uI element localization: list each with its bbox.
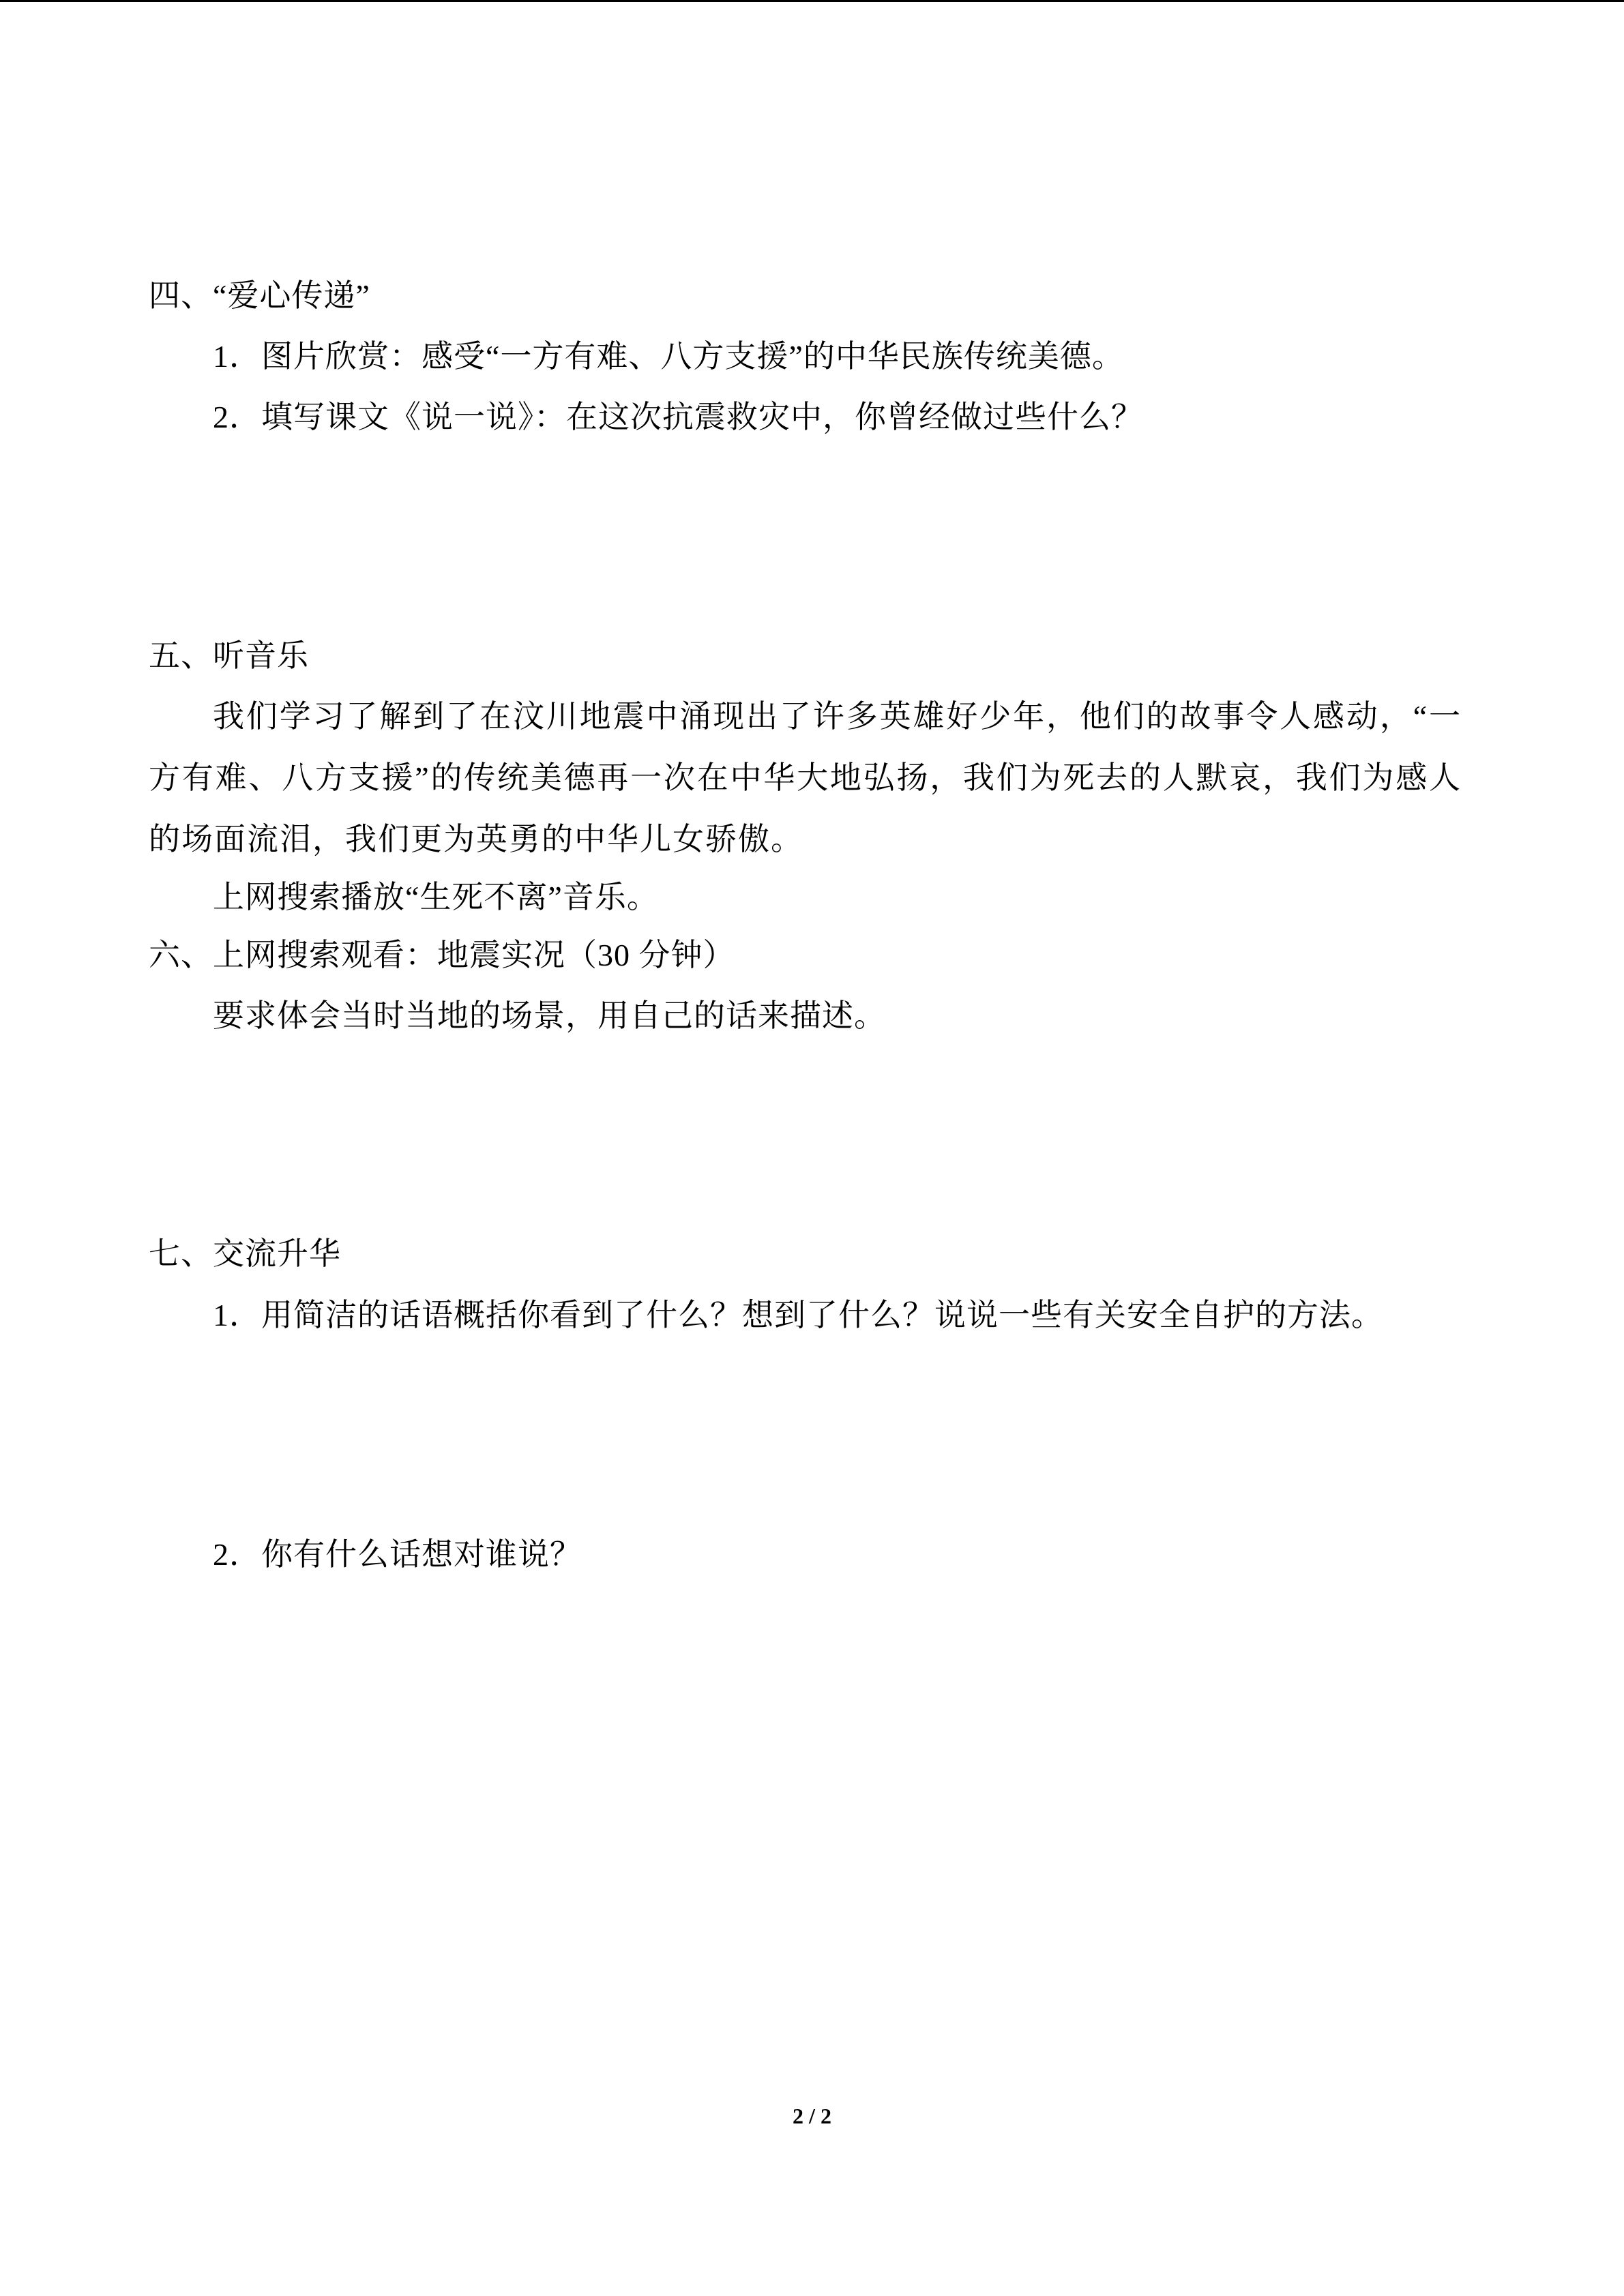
section-five-paragraph: 我们学习了解到了在汶川地震中涌现出了许多英雄好少年，他们的故事令人感动，“一方有难、八方支援”的传统美德再一次在中华大地弘扬，我们为死去的人默哀，我们为感人的场面流泪，我们更为英勇的中华儿女骄傲。: [149, 699, 1462, 856]
top-border-line: [0, 0, 1624, 2]
section-seven-item-1: 1．用简洁的话语概括你看到了什么？想到了什么？说说一些有关安全自护的方法。: [213, 1298, 1383, 1332]
section-five-line-2: 上网搜索播放“生死不离”音乐。: [213, 880, 659, 914]
section-seven-heading: 七、交流升华: [149, 1236, 341, 1271]
section-five-heading: 五、听音乐: [149, 638, 309, 673]
section-six-line-1: 要求体会当时当地的场景，用自己的话来描述。: [213, 998, 886, 1033]
section-four-item-2: 2．填写课文《说一说》：在这次抗震救灾中，你曾经做过些什么？: [213, 400, 1143, 434]
page-number: 2 / 2: [793, 2104, 831, 2128]
section-four-heading: 四、“爱心传递”: [149, 278, 370, 313]
section-six-heading: 六、上网搜索观看：地震实况（30 分钟）: [149, 938, 735, 972]
section-seven-item-2: 2．你有什么话想对谁说？: [213, 1537, 582, 1572]
section-four-item-1: 1．图片欣赏：感受“一方有难、八方支援”的中华民族传统美德。: [213, 339, 1124, 374]
